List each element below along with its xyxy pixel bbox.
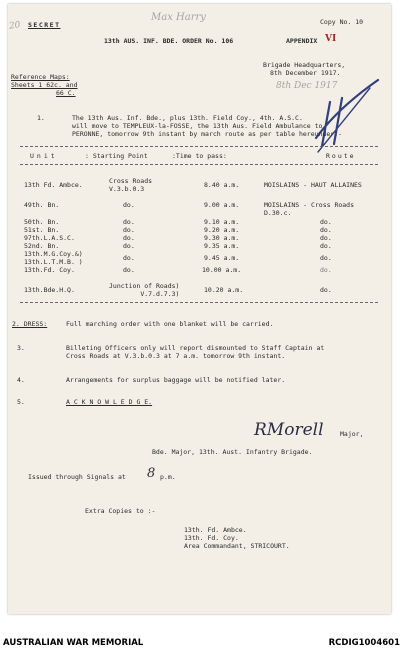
para-1-line-2: will move to TEMPLEUX-la-FOSSE, the 13th Aus. Field Ambulance to xyxy=(72,122,323,130)
table-cell-time: 9.00 a.m. xyxy=(204,201,240,209)
signatory-title: Bde. Major, 13th. Aust. Infantry Brigade. xyxy=(152,448,313,456)
blue-pencil-mark xyxy=(308,68,388,158)
reference-maps-line-3: 66 C. xyxy=(56,89,76,97)
para-3-line-1: Billeting Officers only will report dismounted to Staff Captain at xyxy=(66,344,325,352)
table-cell-route: do. xyxy=(320,286,332,294)
para-4-number: 4. xyxy=(17,376,25,384)
table-cell-route: do. xyxy=(320,226,332,234)
table-cell-unit: 13th.M.G.Coy.&) 13th.L.T.M.B. ) xyxy=(24,250,83,266)
table-cell-route: MOISLAINS - Cross Roads D.30.c. xyxy=(264,201,355,217)
hq-line-2: 8th December 1917. xyxy=(270,69,341,77)
document-page xyxy=(8,4,391,614)
issued-time-handwritten: 8 xyxy=(147,466,156,481)
table-cell-start: do. xyxy=(123,226,135,234)
table-cell-start: Junction of Roads) V.7.d.7.3) xyxy=(109,282,180,298)
table-cell-route: MOISLAINS - HAUT ALLAINES xyxy=(264,181,362,189)
archive-footer xyxy=(0,636,403,653)
table-cell-time: 9.35 a.m. xyxy=(204,242,240,250)
reference-maps-line-2: Sheets 1 62c. and xyxy=(11,81,78,89)
table-cell-start: do. xyxy=(123,266,135,274)
extra-copy-item: 13th. Fd. Coy. xyxy=(184,534,239,542)
issued-suffix: p.m. xyxy=(160,473,176,481)
order-title: 13th AUS. INF. BDE. ORDER No. 106 xyxy=(104,37,234,45)
table-cell-route: do. xyxy=(320,218,332,226)
signature: RMorell xyxy=(254,420,324,440)
para-1-number: 1. xyxy=(37,114,45,122)
table-cell-route: do. xyxy=(320,242,332,250)
para-3-line-2: Cross Roads at V.3.b.0.3 at 7 a.m. tomorrow 9th instant. xyxy=(66,352,286,360)
reference-maps-label: Reference Maps: xyxy=(11,73,70,81)
table-cell-unit: 97th.L.A.S.C. xyxy=(24,234,75,242)
table-cell-time: 9.20 a.m. xyxy=(204,226,240,234)
extra-copy-item: Area Commandant, STRICOURT. xyxy=(184,542,290,550)
table-cell-unit: 13th.Bde.H.Q. xyxy=(24,286,75,294)
secret-label: SECRET xyxy=(28,21,61,29)
table-cell-start: do. xyxy=(123,242,135,250)
appendix-roman: VI xyxy=(325,34,337,44)
table-cell-route: do. xyxy=(320,254,332,262)
para-1-line-1: The 13th Aus. Inf. Bde., plus 13th. Field Coy., 4th. A.S.C. xyxy=(72,114,303,122)
para-1-line-3: PERONNE, tomorrow 9th instant by march route as per table hereunder:- xyxy=(72,130,343,138)
table-cell-unit: 52nd. Bn. xyxy=(24,242,60,250)
hq-line-1: Brigade Headquarters, xyxy=(263,61,346,69)
pencil-date: 8th Dec 1917 xyxy=(276,81,338,91)
col-header-unit: Unit xyxy=(30,152,58,160)
table-cell-start: do. xyxy=(123,201,135,209)
table-cell-start: Cross Roads V.3.b.0.3 xyxy=(109,177,153,193)
table-cell-unit: 49th. Bn. xyxy=(24,201,60,209)
table-header-rule xyxy=(20,164,378,165)
table-cell-time: 9.10 a.m. xyxy=(204,218,240,226)
corner-pencil-number: 20 xyxy=(8,20,22,32)
col-header-time-to-pass: :Time to pass: xyxy=(172,152,227,160)
issued-through-signals: Issued through Signals at xyxy=(28,473,126,481)
footer-institution: AUSTRALIAN WAR MEMORIAL xyxy=(3,638,144,648)
pencil-name: Max Harry xyxy=(151,12,206,23)
appendix-label: APPENDIX xyxy=(286,37,318,45)
para-2-text: Full marching order with one blanket will be carried. xyxy=(66,320,274,328)
para-4-text: Arrangements for surplus baggage will be notified later. xyxy=(66,376,286,384)
major-label: Major, xyxy=(340,430,364,438)
table-cell-time: 8.40 a.m. xyxy=(204,181,240,189)
table-cell-time: 10.00 a.m. xyxy=(202,266,242,274)
table-cell-start: do. xyxy=(123,234,135,242)
col-header-starting-point: : Starting Point xyxy=(85,152,148,160)
copy-number: Copy No. 10 xyxy=(320,18,364,26)
acknowledge-text: A C K N O W L E D G E. xyxy=(66,398,153,406)
table-cell-unit: 50th. Bn. xyxy=(24,218,60,226)
table-cell-time: 9.30 a.m. xyxy=(204,234,240,242)
table-bottom-rule xyxy=(20,302,378,303)
table-cell-time: 9.45 a.m. xyxy=(204,254,240,262)
table-cell-time: 10.20 a.m. xyxy=(204,286,244,294)
table-cell-unit: 51st. Bn. xyxy=(24,226,60,234)
para-3-number: 3. xyxy=(17,344,25,352)
dress-label: 2. DRESS: xyxy=(12,320,48,328)
footer-record-id: RCDIG1004601 xyxy=(328,638,400,648)
col-header-route: Route xyxy=(326,152,356,160)
table-cell-unit: 13th Fd. Ambce. xyxy=(24,181,83,189)
extra-copies-label: Extra Copies to :- xyxy=(85,507,156,515)
table-cell-unit: 13th.Fd. Coy. xyxy=(24,266,75,274)
table-cell-start: do. xyxy=(123,254,135,262)
para-2-label xyxy=(12,320,47,328)
table-top-rule xyxy=(20,146,378,147)
table-cell-start: do. xyxy=(123,218,135,226)
table-cell-route: do. xyxy=(320,266,332,274)
para-5-number: 5. xyxy=(17,398,25,406)
extra-copy-item: 13th. Fd. Ambce. xyxy=(184,526,247,534)
table-cell-route: do. xyxy=(320,234,332,242)
